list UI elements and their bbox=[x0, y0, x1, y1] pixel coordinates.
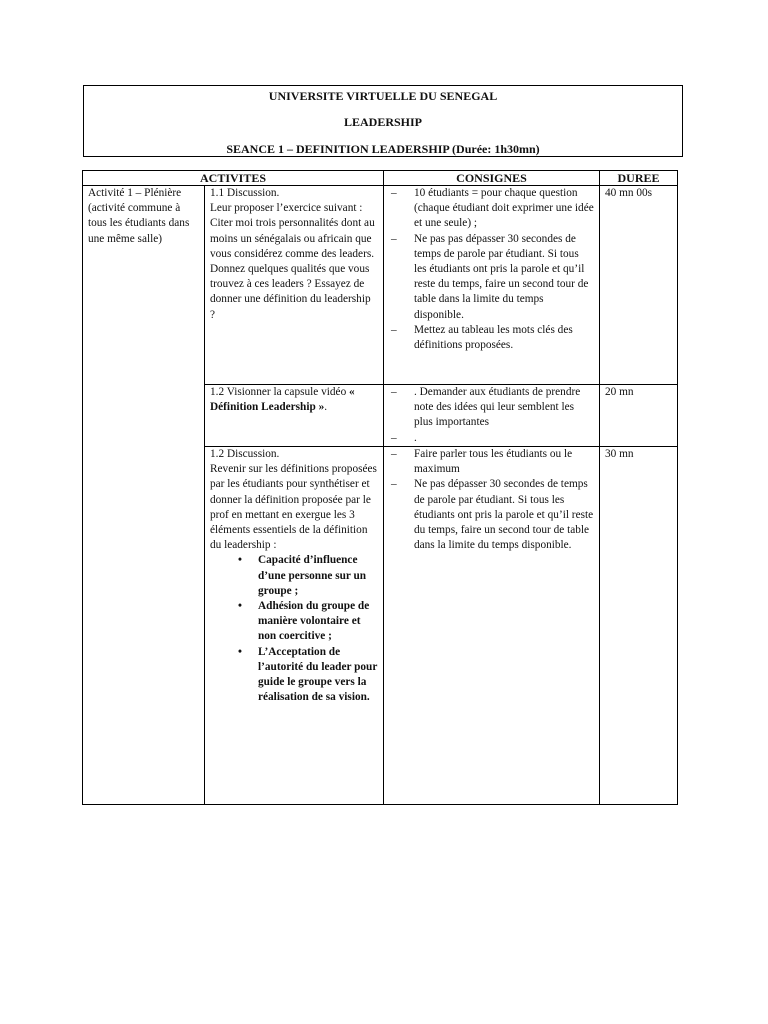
consignes-list bbox=[389, 447, 594, 553]
key-elements-list bbox=[210, 553, 378, 705]
list-item: – . Demander aux étudiants de prendre note des idées qui leur semblent les plus importantes bbox=[389, 385, 594, 431]
list-item: – Ne pas dépasser 30 secondes de temps de parole par étudiant. Si tous les étudiants ont pris la parole et qu’il reste du temps, faire un second tour de table dans la limite du temps disponible. bbox=[389, 477, 594, 553]
list-item: – . bbox=[389, 431, 594, 446]
column-header-activites: ACTIVITES bbox=[83, 171, 384, 186]
activity-cell bbox=[205, 186, 384, 385]
activity-title-text: 1.2 Visionner la capsule vidéo bbox=[210, 386, 350, 398]
column-header-duree: DUREE bbox=[600, 171, 678, 186]
list-item: – Mettez au tableau les mots clés des définitions proposées. bbox=[389, 323, 594, 353]
table-header-row bbox=[83, 171, 678, 186]
activity-cell bbox=[205, 385, 384, 447]
duree-cell: 20 mn bbox=[600, 385, 678, 447]
activity-title: 1.2 Discussion. bbox=[210, 448, 280, 460]
activity-cell bbox=[205, 447, 384, 805]
duree-cell: 30 mn bbox=[600, 447, 678, 805]
capsule-title: « Définition Leadership » bbox=[210, 386, 355, 414]
list-item: – 10 étudiants = pour chaque question (chaque étudiant doit exprimer une idée et une seule) ; bbox=[389, 186, 594, 232]
consignes-cell bbox=[384, 385, 600, 447]
activity-text: Revenir sur les définitions proposées par les étudiants pour synthétiser et donner la définition proposée par le prof en mettant en exergue les 3 éléments essentiels de la définition du leadership : bbox=[210, 463, 377, 552]
list-item: • Capacité d’influence d’une personne sur un groupe ; bbox=[238, 553, 378, 599]
column-header-consignes: CONSIGNES bbox=[384, 171, 600, 186]
list-item: – Ne pas pas dépasser 30 secondes de temps de parole par étudiant. Si tous les étudiants ont pris la parole et qu’il reste du temps, faire un second tour de table dans la limite du temps disponible. bbox=[389, 232, 594, 323]
activities-table bbox=[82, 170, 678, 805]
list-item: • Adhésion du groupe de manière volontaire et non coercitive ; bbox=[238, 599, 378, 645]
document-header bbox=[83, 85, 683, 157]
consignes-list bbox=[389, 186, 594, 353]
duree-cell: 40 mn 00s bbox=[600, 186, 678, 385]
table-row bbox=[83, 186, 678, 385]
list-item: • L’Acceptation de l’autorité du leader pour guide le groupe vers la réalisation de sa vision. bbox=[238, 645, 378, 706]
consignes-list bbox=[389, 385, 594, 446]
activity-1-label: Activité 1 – Plénière (activité commune à tous les étudiants dans une même salle) bbox=[83, 186, 205, 805]
consignes-cell bbox=[384, 186, 600, 385]
course-title: LEADERSHIP bbox=[343, 115, 423, 129]
activity-title: 1.1 Discussion. bbox=[210, 187, 280, 199]
activity-text: Leur proposer l’exercice suivant : Citer moi trois personnalités dont au moins un sénégalais ou africain que vous considérez comme des leaders. Donnez quelques qualités que vous trouvez à ces leaders ? Essayez de donner une définition du leadership ? bbox=[210, 202, 375, 321]
session-title: SEANCE 1 – DEFINITION LEADERSHIP (Durée: 1h30mn) bbox=[226, 142, 540, 156]
activity-title-end: . bbox=[324, 401, 328, 414]
university-title: UNIVERSITE VIRTUELLE DU SENEGAL bbox=[268, 89, 498, 103]
consignes-cell bbox=[384, 447, 600, 805]
list-item: – Faire parler tous les étudiants ou le maximum bbox=[389, 447, 594, 477]
